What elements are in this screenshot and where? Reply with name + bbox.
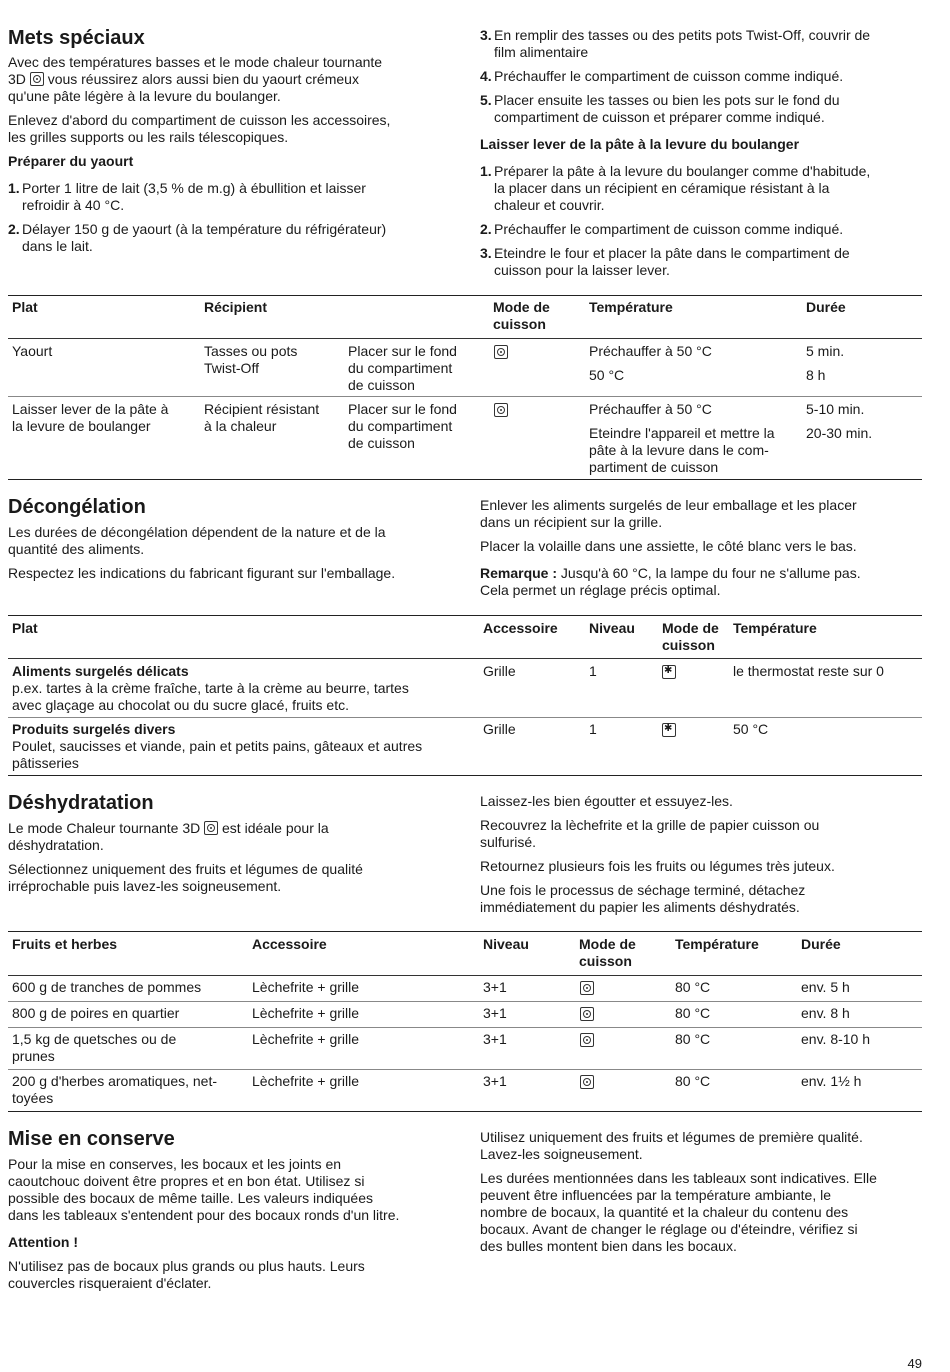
- text-line: Placer ensuite les tasses ou bien les pots sur le fond du: [494, 92, 840, 108]
- table-cell: 5-10 min.: [806, 401, 865, 417]
- table-header: Fruits et herbes: [12, 936, 118, 952]
- table-cell: [494, 344, 508, 361]
- section-title-mise-en-conserve: Mise en conserve: [8, 1128, 175, 1150]
- text-line: Le mode Chaleur tournante 3D: [8, 820, 201, 836]
- table-header: Niveau: [483, 936, 529, 952]
- text-line: peuvent être influencées par la température ambiante, le: [480, 1187, 831, 1203]
- table-rule: [8, 1001, 922, 1002]
- section-title-deshydratation: Déshydratation: [8, 792, 154, 814]
- table-cell: 1: [589, 663, 597, 679]
- text-line: dans le lait.: [22, 238, 93, 254]
- hot-air-3d-icon: [30, 72, 44, 86]
- remark-label: Remarque :: [480, 565, 558, 581]
- text-line: à la chaleur: [204, 418, 277, 434]
- list-number: 2.: [8, 221, 20, 237]
- text-line: Aliments surgelés délicats: [12, 663, 189, 679]
- text-line: Préparer la pâte à la levure du boulanger comme d'habitude,: [494, 163, 871, 179]
- text-line: Tasses ou pots: [204, 343, 298, 359]
- table-cell: le thermostat reste sur 0: [733, 663, 884, 679]
- table-cell: [580, 1032, 594, 1049]
- list-number: 1.: [8, 180, 20, 196]
- table-rule: [8, 615, 922, 616]
- table-cell: 600 g de tranches de pommes: [12, 979, 202, 995]
- text-line: possible des bocaux de même taille. Les valeurs indiquées: [8, 1190, 373, 1206]
- deshy-paragraph: [8, 861, 458, 895]
- text-line: Placer sur le fond: [348, 343, 457, 359]
- text-line: Enlever les aliments surgelés de leur emballage et les placer: [480, 497, 857, 513]
- conserve-paragraph: [480, 1129, 930, 1163]
- subheading-pate: Laisser lever de la pâte à la levure du boulanger: [480, 136, 800, 152]
- hot-air-3d-icon: [580, 1007, 594, 1021]
- table-cell: [348, 401, 457, 452]
- text-line: qu'une pâte légère à la levure du boulanger.: [8, 88, 281, 104]
- table-cell: [348, 343, 457, 394]
- text-line: chaleur et couvrir.: [494, 197, 605, 213]
- table-cell: 50 °C: [589, 367, 625, 383]
- deshy-paragraph: [480, 793, 930, 810]
- hot-air-3d-icon: [494, 345, 508, 359]
- text-line: Poulet, saucisses et viande, pain et petits pains, gâteaux et autres: [12, 738, 423, 754]
- text-line: Eteindre le four et placer la pâte dans le compartiment de: [494, 245, 850, 261]
- text-line: dans les tableaux s'entendent pour des bocaux ronds d'un litre.: [8, 1207, 400, 1223]
- table-cell: [662, 722, 676, 739]
- table-cell: Préchauffer à 50 °C: [589, 401, 712, 417]
- conserve-paragraph: [8, 1258, 463, 1292]
- table-rule: [8, 295, 922, 296]
- text-line: Placer sur le fond: [348, 401, 457, 417]
- text-line: la placer dans un récipient en céramique résistant à la: [494, 180, 830, 196]
- text-line: Lavez-les soigneusement.: [480, 1146, 643, 1162]
- table-header: Plat: [12, 620, 38, 636]
- table-cell: 5 min.: [806, 343, 845, 359]
- table-header: Récipient: [204, 299, 268, 315]
- list-item: [480, 163, 944, 214]
- text-line: Placer la volaille dans une assiette, le côté blanc vers le bas.: [480, 538, 857, 554]
- deshy-paragraph: [480, 882, 930, 916]
- header-line: cuisson: [493, 316, 546, 332]
- table-rule: [8, 775, 922, 776]
- text-line: Pour la mise en conserves, les bocaux et les joints en: [8, 1156, 342, 1172]
- table-rule: [8, 717, 922, 718]
- table-header: [579, 936, 636, 970]
- list-item: [480, 221, 944, 238]
- header-line: Mode de: [579, 936, 636, 952]
- table-cell: Yaourt: [12, 343, 53, 359]
- text-line: du compartiment: [348, 360, 453, 376]
- table-cell: 3+1: [483, 979, 507, 995]
- text-line: nombre de bocaux, la quantité et la chaleur du contenu des: [480, 1204, 849, 1220]
- text-line: Délayer 150 g de yaourt (à la température du réfrigérateur): [22, 221, 387, 237]
- table-header: Durée: [801, 936, 841, 952]
- table-cell: env. 5 h: [801, 979, 850, 995]
- text-line: couvercles risqueraient d'éclater.: [8, 1275, 212, 1291]
- text-line: de cuisson: [348, 435, 415, 451]
- text-line: avec glaçage au chocolat ou du sucre glacé, fruits etc.: [12, 697, 349, 713]
- text-line: Enlevez d'abord du compartiment de cuisson les accessoires,: [8, 112, 391, 128]
- text-line: Avec des températures basses et le mode chaleur tournante: [8, 54, 383, 70]
- text-line: Laissez-les bien égoutter et essuyez-les.: [480, 793, 733, 809]
- table-cell: [662, 664, 676, 681]
- text-line: Les durées mentionnées dans les tableaux sont indicatives. Elle: [480, 1170, 877, 1186]
- text-line: sulfurisé.: [480, 834, 537, 850]
- table-header: Accessoire: [483, 620, 558, 636]
- table-cell: 3+1: [483, 1031, 507, 1047]
- table-cell: [204, 401, 319, 435]
- table-cell: 8 h: [806, 367, 826, 383]
- text-line: Produits surgelés divers: [12, 721, 176, 737]
- table-cell: [12, 663, 477, 714]
- table-header: Accessoire: [252, 936, 327, 952]
- text-line: quantité des aliments.: [8, 541, 145, 557]
- conserve-paragraph: [8, 1156, 463, 1224]
- table-cell: [12, 1031, 176, 1065]
- text-line: N'utilisez pas de bocaux plus grands ou plus hauts. Leurs: [8, 1258, 365, 1274]
- table-cell: Préchauffer à 50 °C: [589, 343, 712, 359]
- table-cell: Grille: [483, 721, 516, 737]
- text-line: Jusqu'à 60 °C, la lampe du four ne s'allume pas.: [560, 565, 861, 581]
- table-cell: [12, 1073, 217, 1107]
- text-line: 3D: [8, 71, 26, 87]
- text-line: Cela permet un réglage précis optimal.: [480, 582, 721, 598]
- table-cell: Grille: [483, 663, 516, 679]
- hot-air-3d-icon: [204, 821, 218, 835]
- table-header: [493, 299, 550, 333]
- table-rule: [8, 396, 922, 397]
- list-number: 1.: [480, 163, 492, 179]
- table-cell: 1: [589, 721, 597, 737]
- hot-air-3d-icon: [580, 1033, 594, 1047]
- decong-paragraph: [480, 497, 930, 531]
- decong-paragraph: [480, 538, 930, 555]
- text-line: film alimentaire: [494, 44, 589, 60]
- mets-paragraph: [8, 112, 458, 146]
- subheading-yaourt: Préparer du yaourt: [8, 153, 134, 169]
- table-rule: [8, 1111, 922, 1112]
- text-line: prunes: [12, 1048, 55, 1064]
- text-line: cuisson pour la laisser lever.: [494, 262, 670, 278]
- table-header: Température: [589, 299, 673, 315]
- deshy-paragraph: [480, 858, 930, 875]
- table-rule: [8, 658, 922, 659]
- text-line: vous réussirez alors aussi bien du yaourt crémeux: [47, 71, 359, 87]
- hot-air-3d-icon: [580, 981, 594, 995]
- table-header: Température: [675, 936, 759, 952]
- defrost-icon: [662, 723, 676, 737]
- table-rule: [8, 338, 922, 339]
- table-cell: Lèchefrite + grille: [252, 979, 360, 995]
- list-number: 3.: [480, 27, 492, 43]
- text-line: Eteindre l'appareil et mettre la: [589, 425, 775, 441]
- header-line: Mode de: [493, 299, 550, 315]
- table-cell: 80 °C: [675, 979, 711, 995]
- text-line: Les durées de décongélation dépendent de la nature et de la: [8, 524, 386, 540]
- text-line: Retournez plusieurs fois les fruits ou légumes très juteux.: [480, 858, 835, 874]
- text-line: Respectez les indications du fabricant figurant sur l'emballage.: [8, 565, 396, 581]
- table-cell: 3+1: [483, 1073, 507, 1089]
- text-line: Sélectionnez uniquement des fruits et légumes de qualité: [8, 861, 363, 877]
- list-item: [8, 221, 462, 255]
- text-line: compartiment de cuisson et préparer comme indiqué.: [494, 109, 825, 125]
- text-line: 1,5 kg de quetsches ou de: [12, 1031, 177, 1047]
- mets-intro: [8, 54, 458, 105]
- text-line: refroidir à 40 °C.: [22, 197, 125, 213]
- text-line: Une fois le processus de séchage terminé, détachez: [480, 882, 806, 898]
- list-number: 4.: [480, 68, 492, 84]
- table-cell: 3+1: [483, 1005, 507, 1021]
- conserve-paragraph: [480, 1170, 930, 1255]
- text-line: Twist-Off: [204, 360, 259, 376]
- list-item: [480, 68, 944, 85]
- decong-remark: [480, 565, 930, 599]
- table-header: Niveau: [589, 620, 635, 636]
- text-line: Préchauffer le compartiment de cuisson comme indiqué.: [494, 221, 844, 237]
- list-item: [480, 27, 944, 61]
- table-rule: [8, 1027, 922, 1028]
- table-header: Température: [733, 620, 817, 636]
- text-line: bocaux. Avant de changer le réglage ou d'éteindre, vérifiez si: [480, 1221, 858, 1237]
- text-line: Laisser lever de la pâte à: [12, 401, 169, 417]
- text-line: toyées: [12, 1090, 54, 1106]
- list-number: 2.: [480, 221, 492, 237]
- table-cell: 20-30 min.: [806, 425, 873, 441]
- table-rule: [8, 975, 922, 976]
- text-line: pâte à la levure dans le com-: [589, 442, 769, 458]
- text-line: du compartiment: [348, 418, 453, 434]
- decong-paragraph: [8, 524, 458, 558]
- text-line: 200 g d'herbes aromatiques, net-: [12, 1073, 218, 1089]
- table-cell: Lèchefrite + grille: [252, 1031, 360, 1047]
- text-line: irréprochable puis lavez-les soigneusement.: [8, 878, 282, 894]
- table-cell: 80 °C: [675, 1073, 711, 1089]
- table-header: [662, 620, 719, 654]
- text-line: immédiatement du papier les aliments déshydratés.: [480, 899, 800, 915]
- text-line: la levure de boulanger: [12, 418, 151, 434]
- table-cell: Lèchefrite + grille: [252, 1073, 360, 1089]
- text-line: pâtisseries: [12, 755, 79, 771]
- table-cell: [204, 343, 297, 377]
- list-item: [480, 92, 944, 126]
- text-line: p.ex. tartes à la crème fraîche, tarte à la crème au beurre, tartes: [12, 680, 409, 696]
- table-cell: [589, 425, 804, 476]
- list-number: 3.: [480, 245, 492, 261]
- deshy-paragraph: [8, 820, 458, 854]
- text-line: de cuisson: [348, 377, 415, 393]
- table-header: Durée: [806, 299, 846, 315]
- attention-heading: Attention !: [8, 1234, 78, 1250]
- table-header: Plat: [12, 299, 38, 315]
- table-cell: 800 g de poires en quartier: [12, 1005, 180, 1021]
- text-line: partiment de cuisson: [589, 459, 719, 475]
- table-cell: [12, 721, 477, 772]
- text-line: les grilles supports ou les rails télescopiques.: [8, 129, 289, 145]
- table-cell: [580, 1074, 594, 1091]
- text-line: déshydratation.: [8, 837, 104, 853]
- text-line: dans un récipient sur la grille.: [480, 514, 663, 530]
- text-line: Récipient résistant: [204, 401, 320, 417]
- table-cell: [580, 1006, 594, 1023]
- defrost-icon: [662, 665, 676, 679]
- text-line: Préchauffer le compartiment de cuisson comme indiqué.: [494, 68, 844, 84]
- text-line: caoutchouc doivent être propres et en bon état. Utilisez si: [8, 1173, 365, 1189]
- table-rule: [8, 931, 922, 932]
- table-rule: [8, 1069, 922, 1070]
- text-line: des bulles montent bien dans les bocaux.: [480, 1238, 737, 1254]
- table-cell: 80 °C: [675, 1031, 711, 1047]
- text-line: Porter 1 litre de lait (3,5 % de m.g) à ébullition et laisser: [22, 180, 366, 196]
- header-line: cuisson: [579, 953, 632, 969]
- header-line: cuisson: [662, 637, 715, 653]
- hot-air-3d-icon: [580, 1075, 594, 1089]
- table-cell: [12, 401, 168, 435]
- text-line: est idéale pour la: [222, 820, 329, 836]
- table-cell: 50 °C: [733, 721, 769, 737]
- text-line: En remplir des tasses ou des petits pots Twist-Off, couvrir de: [494, 27, 871, 43]
- table-cell: [494, 402, 508, 419]
- table-cell: env. 1½ h: [801, 1073, 862, 1089]
- page-number: 49: [907, 1356, 922, 1371]
- section-title-mets-speciaux: Mets spéciaux: [8, 27, 145, 49]
- table-cell: 80 °C: [675, 1005, 711, 1021]
- text-line: Recouvrez la lèchefrite et la grille de papier cuisson ou: [480, 817, 820, 833]
- table-cell: env. 8-10 h: [801, 1031, 871, 1047]
- table-cell: env. 8 h: [801, 1005, 850, 1021]
- decong-paragraph: [8, 565, 458, 582]
- list-number: 5.: [480, 92, 492, 108]
- list-item: [8, 180, 462, 214]
- section-title-decongelation: Décongélation: [8, 496, 146, 518]
- list-item: [480, 245, 944, 279]
- text-line: Utilisez uniquement des fruits et légumes de première qualité.: [480, 1129, 863, 1145]
- table-rule: [8, 479, 922, 480]
- table-cell: Lèchefrite + grille: [252, 1005, 360, 1021]
- header-line: Mode de: [662, 620, 719, 636]
- hot-air-3d-icon: [494, 403, 508, 417]
- deshy-paragraph: [480, 817, 930, 851]
- table-cell: [580, 980, 594, 997]
